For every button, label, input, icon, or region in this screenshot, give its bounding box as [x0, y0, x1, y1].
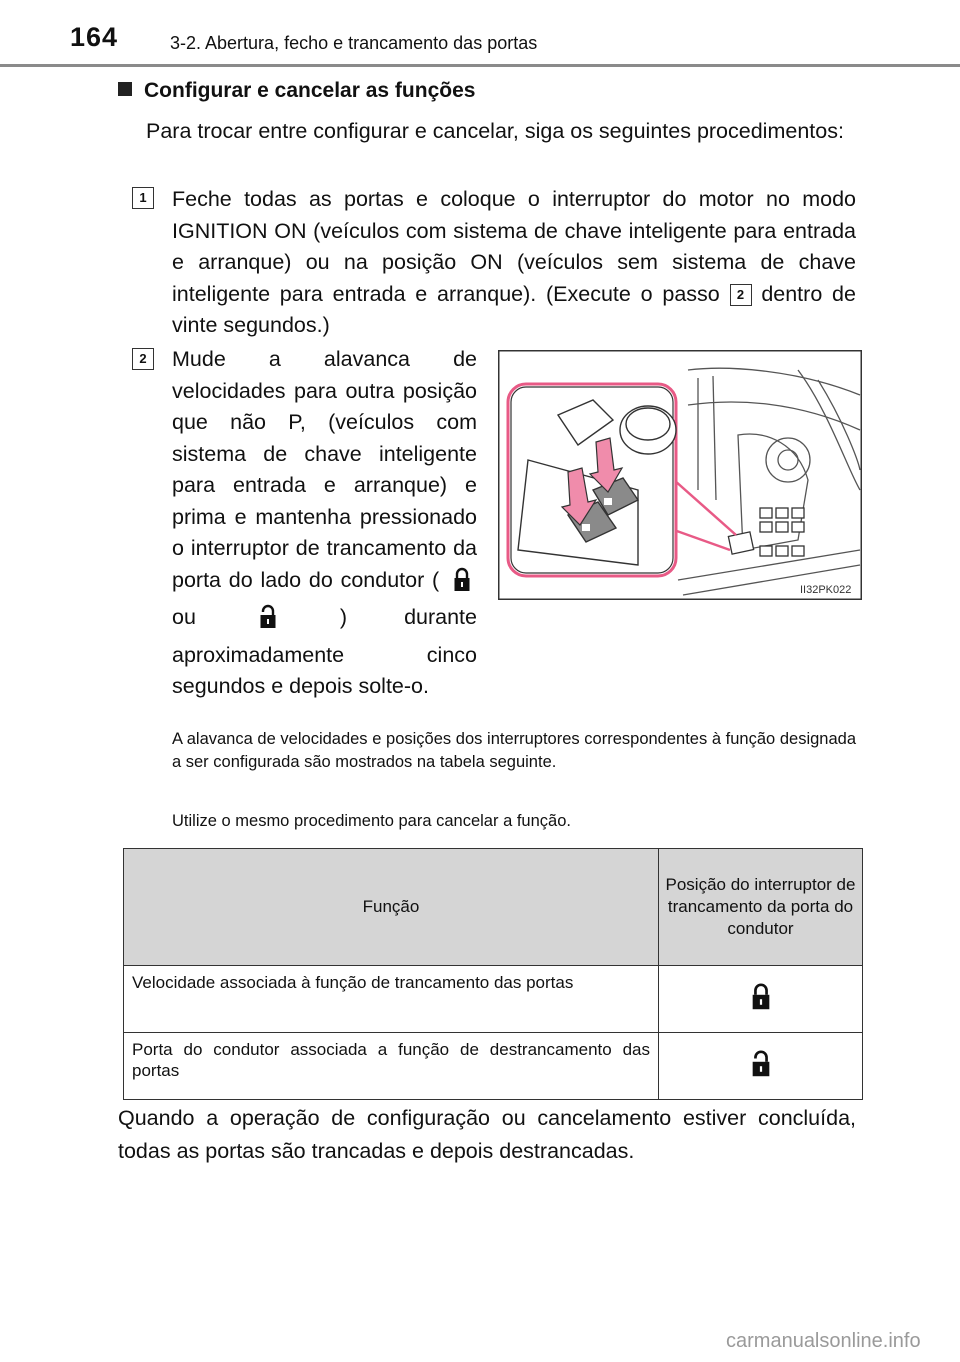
page-header	[0, 0, 960, 70]
step-ref-badge: 2	[730, 284, 752, 306]
position-cell	[659, 1033, 863, 1100]
function-cell: Velocidade associada à função de trancamento das portas	[124, 966, 659, 1033]
square-bullet-icon	[118, 82, 132, 96]
function-cell: Porta do condutor associada a função de destrancamento das portas	[124, 1033, 659, 1100]
step-2-text-main: Mude a alavanca de velocidades para outra posição que não P, (veículos com sistema de chave inteligente para entrada e arranque) e prima e mantenha pressionado o interruptor de trancamento da porta do lado do condutor (	[172, 347, 477, 592]
heading-text: Configurar e cancelar as funções	[144, 79, 476, 102]
watermark: carmanualsonline.info	[726, 1330, 921, 1352]
door-lock-switch-illustration	[498, 350, 862, 600]
step-2-badge: 2	[132, 348, 154, 370]
step-1-text	[172, 184, 856, 342]
figure-code: II32PK022	[800, 584, 852, 596]
column-header-switch-position: Posição do interruptor de trancamento da porta do condutor	[659, 849, 863, 966]
or-word: ou	[172, 605, 196, 629]
function-table	[123, 848, 863, 1100]
step-1-text-main: Feche todas as portas e coloque o interruptor do motor no modo IGNITION ON (veículos com sistema de chave inteligente para entrada e arranque) ou na posição ON (veículos sem sistema de chave inteligente para entrada e arranque). (Execute o passo	[172, 187, 856, 306]
subsection-heading	[118, 79, 475, 103]
note-paragraph: A alavanca de velocidades e posições dos interruptores correspondentes à função designada a ser configurada são mostrados na tabela seguinte.	[172, 730, 856, 771]
step-1-badge: 1	[132, 187, 154, 209]
step-2-text	[172, 344, 477, 703]
step-1-text-end: dentro de vinte segundos.)	[172, 281, 856, 337]
closing-paragraph: Quando a operação de configuração ou cancelamento estiver concluída, todas as portas são trancadas e depois destrancadas.	[118, 1106, 856, 1163]
position-cell	[659, 966, 863, 1033]
table-header-row	[124, 849, 863, 966]
lock-icon	[453, 567, 471, 603]
lock-icon	[751, 997, 771, 1016]
table-row	[124, 1033, 863, 1100]
column-header-function: Função	[124, 849, 659, 966]
step-2-text-end: ) durante aproximadamente cinco segundos e depois solte-o.	[172, 605, 477, 698]
intro-paragraph: Para trocar entre configurar e cancelar, siga os seguintes procedimentos:	[146, 119, 844, 143]
unlock-icon	[751, 1064, 771, 1083]
note-paragraph: Utilize o mesmo procedimento para cancelar a função.	[172, 812, 571, 830]
page-number: 164	[70, 22, 119, 52]
section-title: 3-2. Abertura, fecho e trancamento das portas	[170, 33, 538, 53]
header-divider	[0, 64, 960, 67]
unlock-icon	[259, 604, 277, 640]
table-row	[124, 966, 863, 1033]
